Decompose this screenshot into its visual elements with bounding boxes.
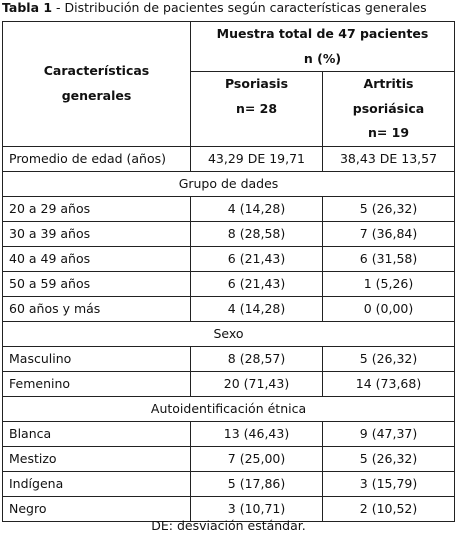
table-row	[3, 271, 455, 296]
row-label: 20 a 29 años	[3, 196, 191, 221]
row-label: Femenino	[3, 371, 191, 396]
psoriasis-header-line1: Psoriasis	[224, 76, 289, 91]
row-label: 60 años y más	[3, 296, 191, 321]
table-row	[3, 296, 455, 321]
psoriasis-value: 6 (21,43)	[191, 271, 323, 296]
row-label: Blanca	[3, 421, 191, 446]
psoriasis-value: 5 (17,86)	[191, 471, 323, 496]
psoriasis-value: 20 (71,43)	[191, 371, 323, 396]
section-label: Autoidentificación étnica	[3, 396, 455, 421]
artritis-value: 2 (10,52)	[323, 496, 455, 521]
table-row	[3, 421, 455, 446]
artritis-value: 1 (5,26)	[323, 271, 455, 296]
artritis-value: 5 (26,32)	[323, 196, 455, 221]
artritis-header	[323, 72, 455, 147]
patients-table	[2, 21, 455, 522]
age-average-row	[3, 146, 455, 171]
table-caption-label: Tabla 1	[2, 0, 53, 15]
row-label: Indígena	[3, 471, 191, 496]
header-row-1	[3, 22, 455, 72]
table-row	[3, 371, 455, 396]
section-row-ethnic	[3, 396, 455, 421]
psoriasis-header	[191, 72, 323, 147]
row-label: Negro	[3, 496, 191, 521]
psoriasis-value: 8 (28,58)	[191, 221, 323, 246]
section-row-sex	[3, 321, 455, 346]
artritis-value: 5 (26,32)	[323, 446, 455, 471]
table-row	[3, 221, 455, 246]
artritis-value: 9 (47,37)	[323, 421, 455, 446]
artritis-header-line3: n= 19	[367, 125, 410, 140]
psoriasis-value: 3 (10,71)	[191, 496, 323, 521]
section-label: Sexo	[3, 321, 455, 346]
artritis-value: 14 (73,68)	[323, 371, 455, 396]
table-caption-text: - Distribución de pacientes según características generales	[52, 0, 427, 15]
sample-header	[191, 22, 455, 72]
table-row	[3, 446, 455, 471]
artritis-header-line2: psoriásica	[352, 100, 425, 116]
row-label: 30 a 39 años	[3, 221, 191, 246]
table-caption	[2, 0, 427, 16]
artritis-value: 7 (36,84)	[323, 221, 455, 246]
section-row-age-group	[3, 171, 455, 196]
psoriasis-value: 4 (14,28)	[191, 196, 323, 221]
artritis-value: 38,43 DE 13,57	[323, 146, 455, 171]
psoriasis-value: 43,29 DE 19,71	[191, 146, 323, 171]
table-row	[3, 196, 455, 221]
table-footnote: DE: desviación estándar.	[151, 518, 306, 533]
psoriasis-value: 13 (46,43)	[191, 421, 323, 446]
table-row	[3, 346, 455, 371]
psoriasis-header-line2: n= 28	[235, 100, 278, 116]
characteristics-header: Características generales	[3, 22, 191, 147]
row-label: Mestizo	[3, 446, 191, 471]
psoriasis-value: 7 (25,00)	[191, 446, 323, 471]
artritis-header-line1: Artritis	[363, 76, 414, 91]
sample-header-line2: n (%)	[303, 50, 342, 66]
psoriasis-value: 8 (28,57)	[191, 346, 323, 371]
artritis-value: 3 (15,79)	[323, 471, 455, 496]
table-row	[3, 246, 455, 271]
psoriasis-value: 4 (14,28)	[191, 296, 323, 321]
table-row	[3, 471, 455, 496]
row-label: Masculino	[3, 346, 191, 371]
sample-header-line1: Muestra total de 47 pacientes	[216, 26, 429, 41]
artritis-value: 6 (31,58)	[323, 246, 455, 271]
artritis-value: 5 (26,32)	[323, 346, 455, 371]
row-label: 50 a 59 años	[3, 271, 191, 296]
section-label: Grupo de dades	[3, 171, 455, 196]
psoriasis-value: 6 (21,43)	[191, 246, 323, 271]
row-label: 40 a 49 años	[3, 246, 191, 271]
artritis-value: 0 (0,00)	[323, 296, 455, 321]
row-label: Promedio de edad (años)	[3, 146, 191, 171]
